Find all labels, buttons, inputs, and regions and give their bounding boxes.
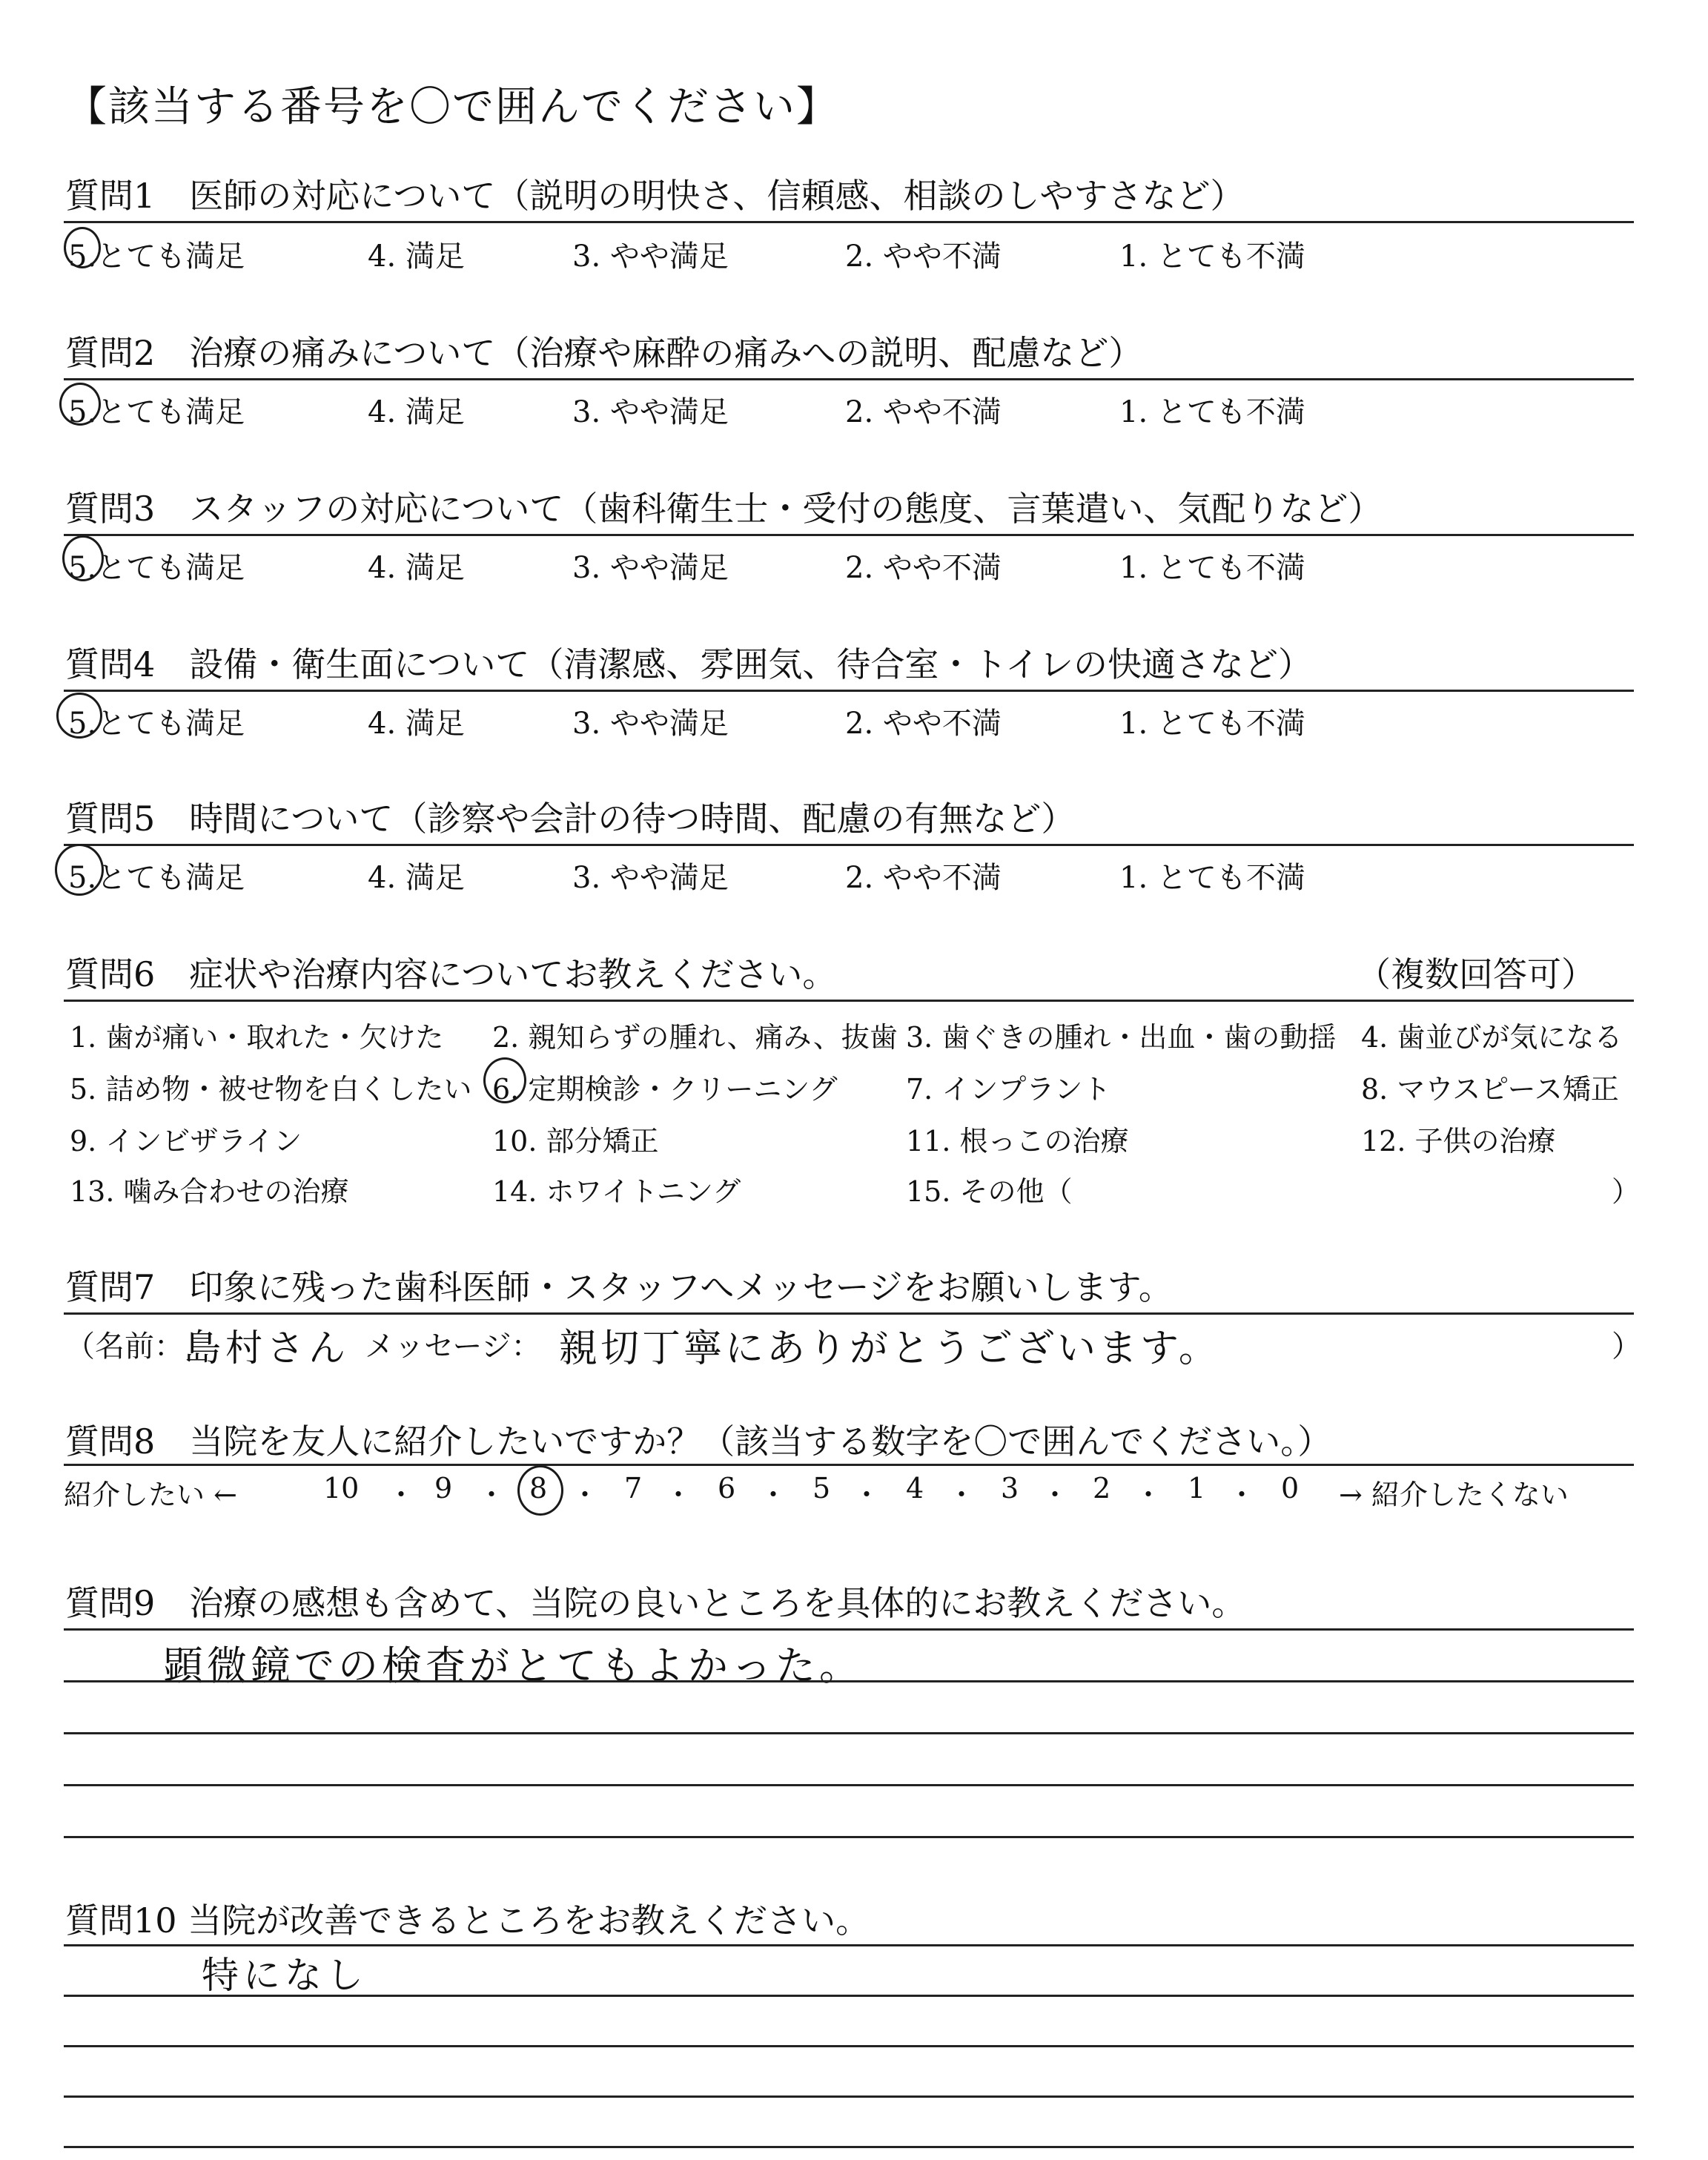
q7-message-label: メッセージ： xyxy=(365,1330,541,1364)
q4-option-4[interactable]: 4. 満足 xyxy=(368,707,465,741)
question-7-title: 質問7 印象に残った歯科医師・スタッフへメッセージをお願いします。 xyxy=(65,1267,1173,1307)
q8-separator: ・ xyxy=(387,1479,416,1511)
q2-option-2[interactable]: 2. やや不満 xyxy=(845,395,1002,429)
q8-right-label: → 紹介したくない xyxy=(1339,1479,1569,1511)
q6-option-13[interactable]: 13. 噛み合わせの治療 xyxy=(70,1175,349,1208)
q3-option-5[interactable]: 5.とても満足 xyxy=(68,551,245,585)
q8-separator: ・ xyxy=(853,1479,881,1511)
question-8-rule xyxy=(64,1464,1634,1466)
q7-name-label: （名前： xyxy=(65,1330,184,1364)
question-5-rule xyxy=(64,844,1634,846)
q9-answer[interactable]: 顕微鏡での検査がとてもよかった。 xyxy=(163,1642,863,1689)
question-3-rule xyxy=(64,534,1634,536)
q6-option-15[interactable]: 15. その他（ xyxy=(906,1175,1073,1208)
q2-selected-circle xyxy=(59,383,101,426)
q5-option-2[interactable]: 2. やや不満 xyxy=(845,861,1002,895)
q8-value-2[interactable]: 2 xyxy=(1093,1472,1111,1505)
q5-option-5[interactable]: 5.とても満足 xyxy=(68,861,245,895)
q6-option-5[interactable]: 5. 詰め物・被せ物を白くしたい xyxy=(70,1073,472,1106)
q9-line-2 xyxy=(64,1680,1634,1682)
q10-answer[interactable]: 特になし xyxy=(202,1954,368,1997)
q10-line-4 xyxy=(64,2095,1634,2098)
q9-line-3 xyxy=(64,1732,1634,1734)
q7-close-paren: ） xyxy=(1612,1330,1641,1364)
q8-selected-circle xyxy=(517,1465,563,1516)
q6-option-2[interactable]: 2. 親知らずの腫れ、痛み、抜歯 xyxy=(492,1021,898,1054)
question-6-rule xyxy=(64,1000,1634,1002)
q8-value-1[interactable]: 1 xyxy=(1188,1472,1206,1505)
q9-line-1 xyxy=(64,1628,1634,1631)
q1-selected-circle xyxy=(64,227,101,268)
q9-line-5 xyxy=(64,1836,1634,1838)
q8-value-0[interactable]: 0 xyxy=(1281,1472,1300,1505)
q6-option-11[interactable]: 11. 根っこの治療 xyxy=(906,1125,1129,1157)
q1-option-3[interactable]: 3. やや満足 xyxy=(572,240,729,274)
q8-value-8[interactable]: 8 xyxy=(529,1472,548,1505)
q5-option-3[interactable]: 3. やや満足 xyxy=(572,861,729,895)
q2-option-4[interactable]: 4. 満足 xyxy=(368,395,465,429)
q3-option-3[interactable]: 3. やや満足 xyxy=(572,551,729,585)
q9-line-4 xyxy=(64,1784,1634,1786)
q6-option-8[interactable]: 8. マウスピース矯正 xyxy=(1361,1073,1619,1106)
q1-option-2[interactable]: 2. やや不満 xyxy=(845,240,1002,274)
form-instruction-header: 【該当する番号を〇で囲んでください】 xyxy=(65,83,839,131)
q1-option-5[interactable]: 5.とても満足 xyxy=(68,240,245,274)
q7-name-value[interactable]: 島村さん xyxy=(184,1327,350,1370)
question-8-title: 質問8 当院を友人に紹介したいですか？（該当する数字を〇で囲んでください。） xyxy=(65,1421,1332,1462)
q2-option-5[interactable]: 5.とても満足 xyxy=(68,395,245,429)
q6-option-14[interactable]: 14. ホワイトニング xyxy=(492,1175,741,1208)
q6-option-10[interactable]: 10. 部分矯正 xyxy=(492,1125,659,1157)
q4-option-5[interactable]: 5.とても満足 xyxy=(68,707,245,741)
q4-option-2[interactable]: 2. やや不満 xyxy=(845,707,1002,741)
question-10-title: 質問10 当院が改善できるところをお教えください。 xyxy=(65,1900,870,1941)
question-2-rule xyxy=(64,378,1634,380)
q8-value-5[interactable]: 5 xyxy=(812,1472,831,1505)
q8-separator: ・ xyxy=(947,1479,976,1511)
q7-message-value[interactable]: 親切丁寧にありがとうございます。 xyxy=(559,1327,1220,1371)
q8-separator: ・ xyxy=(759,1479,788,1511)
question-4-title: 質問4 設備・衛生面について（清潔感、雰囲気、待合室・トイレの快適さなど） xyxy=(65,644,1313,684)
q1-option-1[interactable]: 1. とても不満 xyxy=(1119,240,1305,274)
question-9-title: 質問9 治療の感想も含めて、当院の良いところを具体的にお教えください。 xyxy=(65,1583,1246,1623)
q3-option-2[interactable]: 2. やや不満 xyxy=(845,551,1002,585)
q8-left-label: 紹介したい ← xyxy=(64,1479,237,1511)
q6-option-15-close: ） xyxy=(1612,1175,1641,1208)
q8-separator: ・ xyxy=(571,1479,600,1511)
question-5-title: 質問5 時間について（診察や会計の待つ時間、配慮の有無など） xyxy=(65,799,1076,839)
q6-option-12[interactable]: 12. 子供の治療 xyxy=(1361,1125,1556,1157)
q6-option-9[interactable]: 9. インビザライン xyxy=(70,1125,302,1157)
q5-option-1[interactable]: 1. とても不満 xyxy=(1119,861,1305,895)
q4-option-1[interactable]: 1. とても不満 xyxy=(1119,707,1305,741)
question-6-title: 質問6 症状や治療内容についてお教えください。 xyxy=(65,954,837,994)
q10-line-2 xyxy=(64,1995,1634,1997)
q6-option-4[interactable]: 4. 歯並びが気になる xyxy=(1361,1021,1623,1054)
q2-option-3[interactable]: 3. やや満足 xyxy=(572,395,729,429)
q8-value-6[interactable]: 6 xyxy=(718,1472,736,1505)
q8-separator: ・ xyxy=(1228,1479,1257,1511)
q8-value-10[interactable]: 10 xyxy=(323,1472,360,1505)
q6-option-6[interactable]: 6. 定期検診・クリーニング xyxy=(492,1073,838,1106)
question-2-title: 質問2 治療の痛みについて（治療や麻酔の痛みへの説明、配慮など） xyxy=(65,333,1143,373)
q2-option-1[interactable]: 1. とても不満 xyxy=(1119,395,1305,429)
q8-value-4[interactable]: 4 xyxy=(906,1472,924,1505)
question-1-title: 質問1 医師の対応について（説明の明快さ、信頼感、相談のしやすさなど） xyxy=(65,176,1245,216)
question-6-note: （複数回答可） xyxy=(1357,954,1595,994)
question-1-rule xyxy=(64,221,1634,223)
q8-separator: ・ xyxy=(1134,1479,1163,1511)
q4-option-3[interactable]: 3. やや満足 xyxy=(572,707,729,741)
question-7-rule xyxy=(64,1312,1634,1315)
q8-value-7[interactable]: 7 xyxy=(624,1472,643,1505)
question-4-rule xyxy=(64,690,1634,692)
q8-value-9[interactable]: 9 xyxy=(434,1472,453,1505)
q8-value-3[interactable]: 3 xyxy=(1001,1472,1019,1505)
q1-option-4[interactable]: 4. 満足 xyxy=(368,240,465,274)
q5-option-4[interactable]: 4. 満足 xyxy=(368,861,465,895)
q8-separator: ・ xyxy=(1041,1479,1070,1511)
q8-separator: ・ xyxy=(664,1479,693,1511)
q10-line-5 xyxy=(64,2146,1634,2148)
q6-option-1[interactable]: 1. 歯が痛い・取れた・欠けた xyxy=(70,1021,444,1054)
q3-option-4[interactable]: 4. 満足 xyxy=(368,551,465,585)
q3-option-1[interactable]: 1. とても不満 xyxy=(1119,551,1305,585)
question-3-title: 質問3 スタッフの対応について（歯科衛生士・受付の態度、言葉遣い、気配りなど） xyxy=(65,489,1383,529)
q10-line-3 xyxy=(64,2045,1634,2047)
q6-option-7[interactable]: 7. インプラント xyxy=(906,1073,1111,1106)
q8-separator: ・ xyxy=(477,1479,506,1511)
q4-selected-circle xyxy=(56,693,102,739)
q6-option-3[interactable]: 3. 歯ぐきの腫れ・出血・歯の動揺 xyxy=(906,1021,1337,1054)
q3-selected-circle xyxy=(62,535,104,581)
q5-selected-circle xyxy=(55,844,104,896)
q6-selected-circle xyxy=(483,1057,526,1103)
